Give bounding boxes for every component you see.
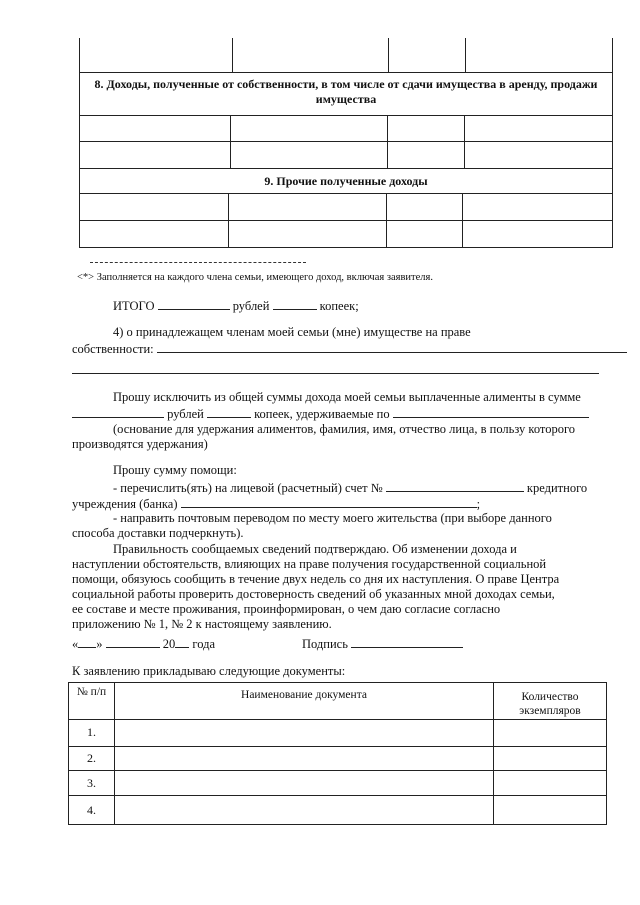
signature-line — [302, 636, 463, 652]
date-year-suffix: года — [192, 637, 215, 651]
bank-label: учреждения (банка) — [72, 497, 178, 511]
account-label-end: кредитного — [526, 481, 588, 495]
table-rule — [79, 168, 613, 169]
alimony-rubles-label: рублей — [167, 407, 204, 421]
table-col-divider — [465, 38, 466, 72]
alimony-basis-field[interactable] — [393, 406, 589, 418]
alimony-line-1: Прошу исключить из общей суммы дохода моей семьи выплаченные алименты в сумме — [113, 390, 581, 404]
date-open-quote: « — [72, 637, 79, 651]
att-row-num: 1. — [87, 725, 96, 739]
alimony-line-4: производятся удержания) — [72, 437, 208, 451]
confirm-line-1: Правильность сообщаемых сведений подтверждаю. Об изменении дохода и — [113, 542, 517, 556]
date-month-field[interactable] — [106, 636, 160, 648]
table-col-divider — [230, 115, 231, 168]
post-line-2: способа доставки подчеркнуть). — [72, 526, 244, 540]
table-col-divider — [228, 193, 229, 247]
att-header-num: № п/п — [76, 686, 107, 698]
section-8-title: 8. Доходы, полученные от собственности, в том числе от сдачи имущества в аренду, продажи имущества — [94, 77, 598, 106]
table-border-left — [79, 38, 80, 248]
table-rule — [79, 220, 613, 221]
att-rule — [68, 719, 607, 720]
table-rule — [79, 141, 613, 142]
table-border-right — [612, 38, 613, 248]
property-label: собственности: — [72, 342, 154, 356]
signature-label: Подпись — [302, 637, 348, 651]
property-field[interactable] — [157, 341, 627, 353]
alimony-kopecks-field[interactable] — [207, 406, 251, 418]
date-year-field[interactable] — [175, 636, 189, 648]
account-label: - перечислить(ять) на лицевой (расчетный) счет № — [113, 481, 383, 495]
att-col — [493, 682, 494, 825]
alimony-line-3: (основание для удержания алиментов, фамилия, имя, отчество лица, в пользу которого — [113, 422, 576, 436]
confirm-line-2: наступлении обстоятельств, влияющих на праве получения государственной социальной — [72, 557, 547, 571]
itogo-line — [113, 298, 359, 314]
att-header-name: Наименование документа — [241, 689, 367, 701]
property-line-1: 4) о принадлежащем членам моей семьи (мне) имуществе на праве — [113, 325, 471, 339]
date-line — [72, 636, 215, 652]
confirm-line-5: ее составе и месте проживания, проинформирован, о чем даю согласие согласно — [72, 602, 501, 616]
confirm-line-4: социальной работы проверить достоверность сведений об указанных мной доходах семьи, — [72, 587, 555, 601]
itogo-kopecks-label: копеек; — [319, 299, 359, 313]
att-col — [114, 682, 115, 825]
signature-field[interactable] — [351, 636, 463, 648]
footnote: <*> Заполняется на каждого члена семьи, имеющего доход, включая заявителя. — [77, 272, 433, 283]
att-header-qty-2: экземпляров — [519, 705, 581, 717]
itogo-kopecks-field[interactable] — [273, 298, 317, 310]
att-rule — [68, 682, 607, 683]
itogo-label: ИТОГО — [113, 299, 155, 313]
property-field-line-2[interactable] — [72, 373, 599, 374]
table-rule — [79, 193, 613, 194]
payment-intro: Прошу сумму помощи: — [113, 463, 237, 477]
att-col — [606, 682, 607, 825]
att-rule — [68, 795, 607, 796]
table-col-divider — [386, 193, 387, 247]
account-number-field[interactable] — [386, 480, 524, 492]
date-close-quote: » — [96, 637, 103, 651]
date-day-field[interactable] — [78, 636, 96, 648]
post-line-1: - направить почтовым переводом по месту моего жительства (при выборе данного — [113, 511, 552, 525]
section-9-title: 9. Прочие полученные доходы — [264, 174, 428, 188]
att-rule — [68, 770, 607, 771]
confirm-line-6: приложению № 1, № 2 к настоящему заявлению. — [72, 617, 332, 631]
attachments-title: К заявлению прикладываю следующие документы: — [72, 664, 346, 678]
table-rule — [79, 72, 613, 73]
table-col-divider — [464, 115, 465, 168]
att-rule — [68, 746, 607, 747]
itogo-rubles-field[interactable] — [158, 298, 230, 310]
att-row-num: 2. — [87, 751, 96, 765]
att-row-num: 4. — [87, 803, 96, 817]
table-col-divider — [232, 38, 233, 72]
bank-field[interactable] — [181, 496, 477, 508]
itogo-rubles-label: рублей — [232, 299, 270, 313]
table-rule — [79, 115, 613, 116]
att-rule — [68, 824, 607, 825]
confirm-line-3: помощи, обязуюсь сообщить в течение двух недель со дня их наступления. О праве Центра — [72, 572, 560, 586]
table-col-divider — [387, 115, 388, 168]
table-col-divider — [388, 38, 389, 72]
account-line-2: учреждения (банка) ; — [72, 497, 481, 511]
alimony-basis-label: копеек, удерживаемые по — [254, 407, 390, 421]
footnote-separator — [90, 262, 306, 263]
alimony-line-2 — [72, 406, 589, 422]
date-year-prefix: 20 — [162, 637, 176, 651]
account-line-1 — [113, 480, 587, 496]
table-rule — [79, 247, 613, 248]
att-row-num: 3. — [87, 776, 96, 790]
alimony-rubles-field[interactable] — [72, 406, 164, 418]
table-col-divider — [462, 193, 463, 247]
property-line-2 — [72, 341, 627, 357]
att-header-qty-1: Количество — [521, 691, 579, 703]
